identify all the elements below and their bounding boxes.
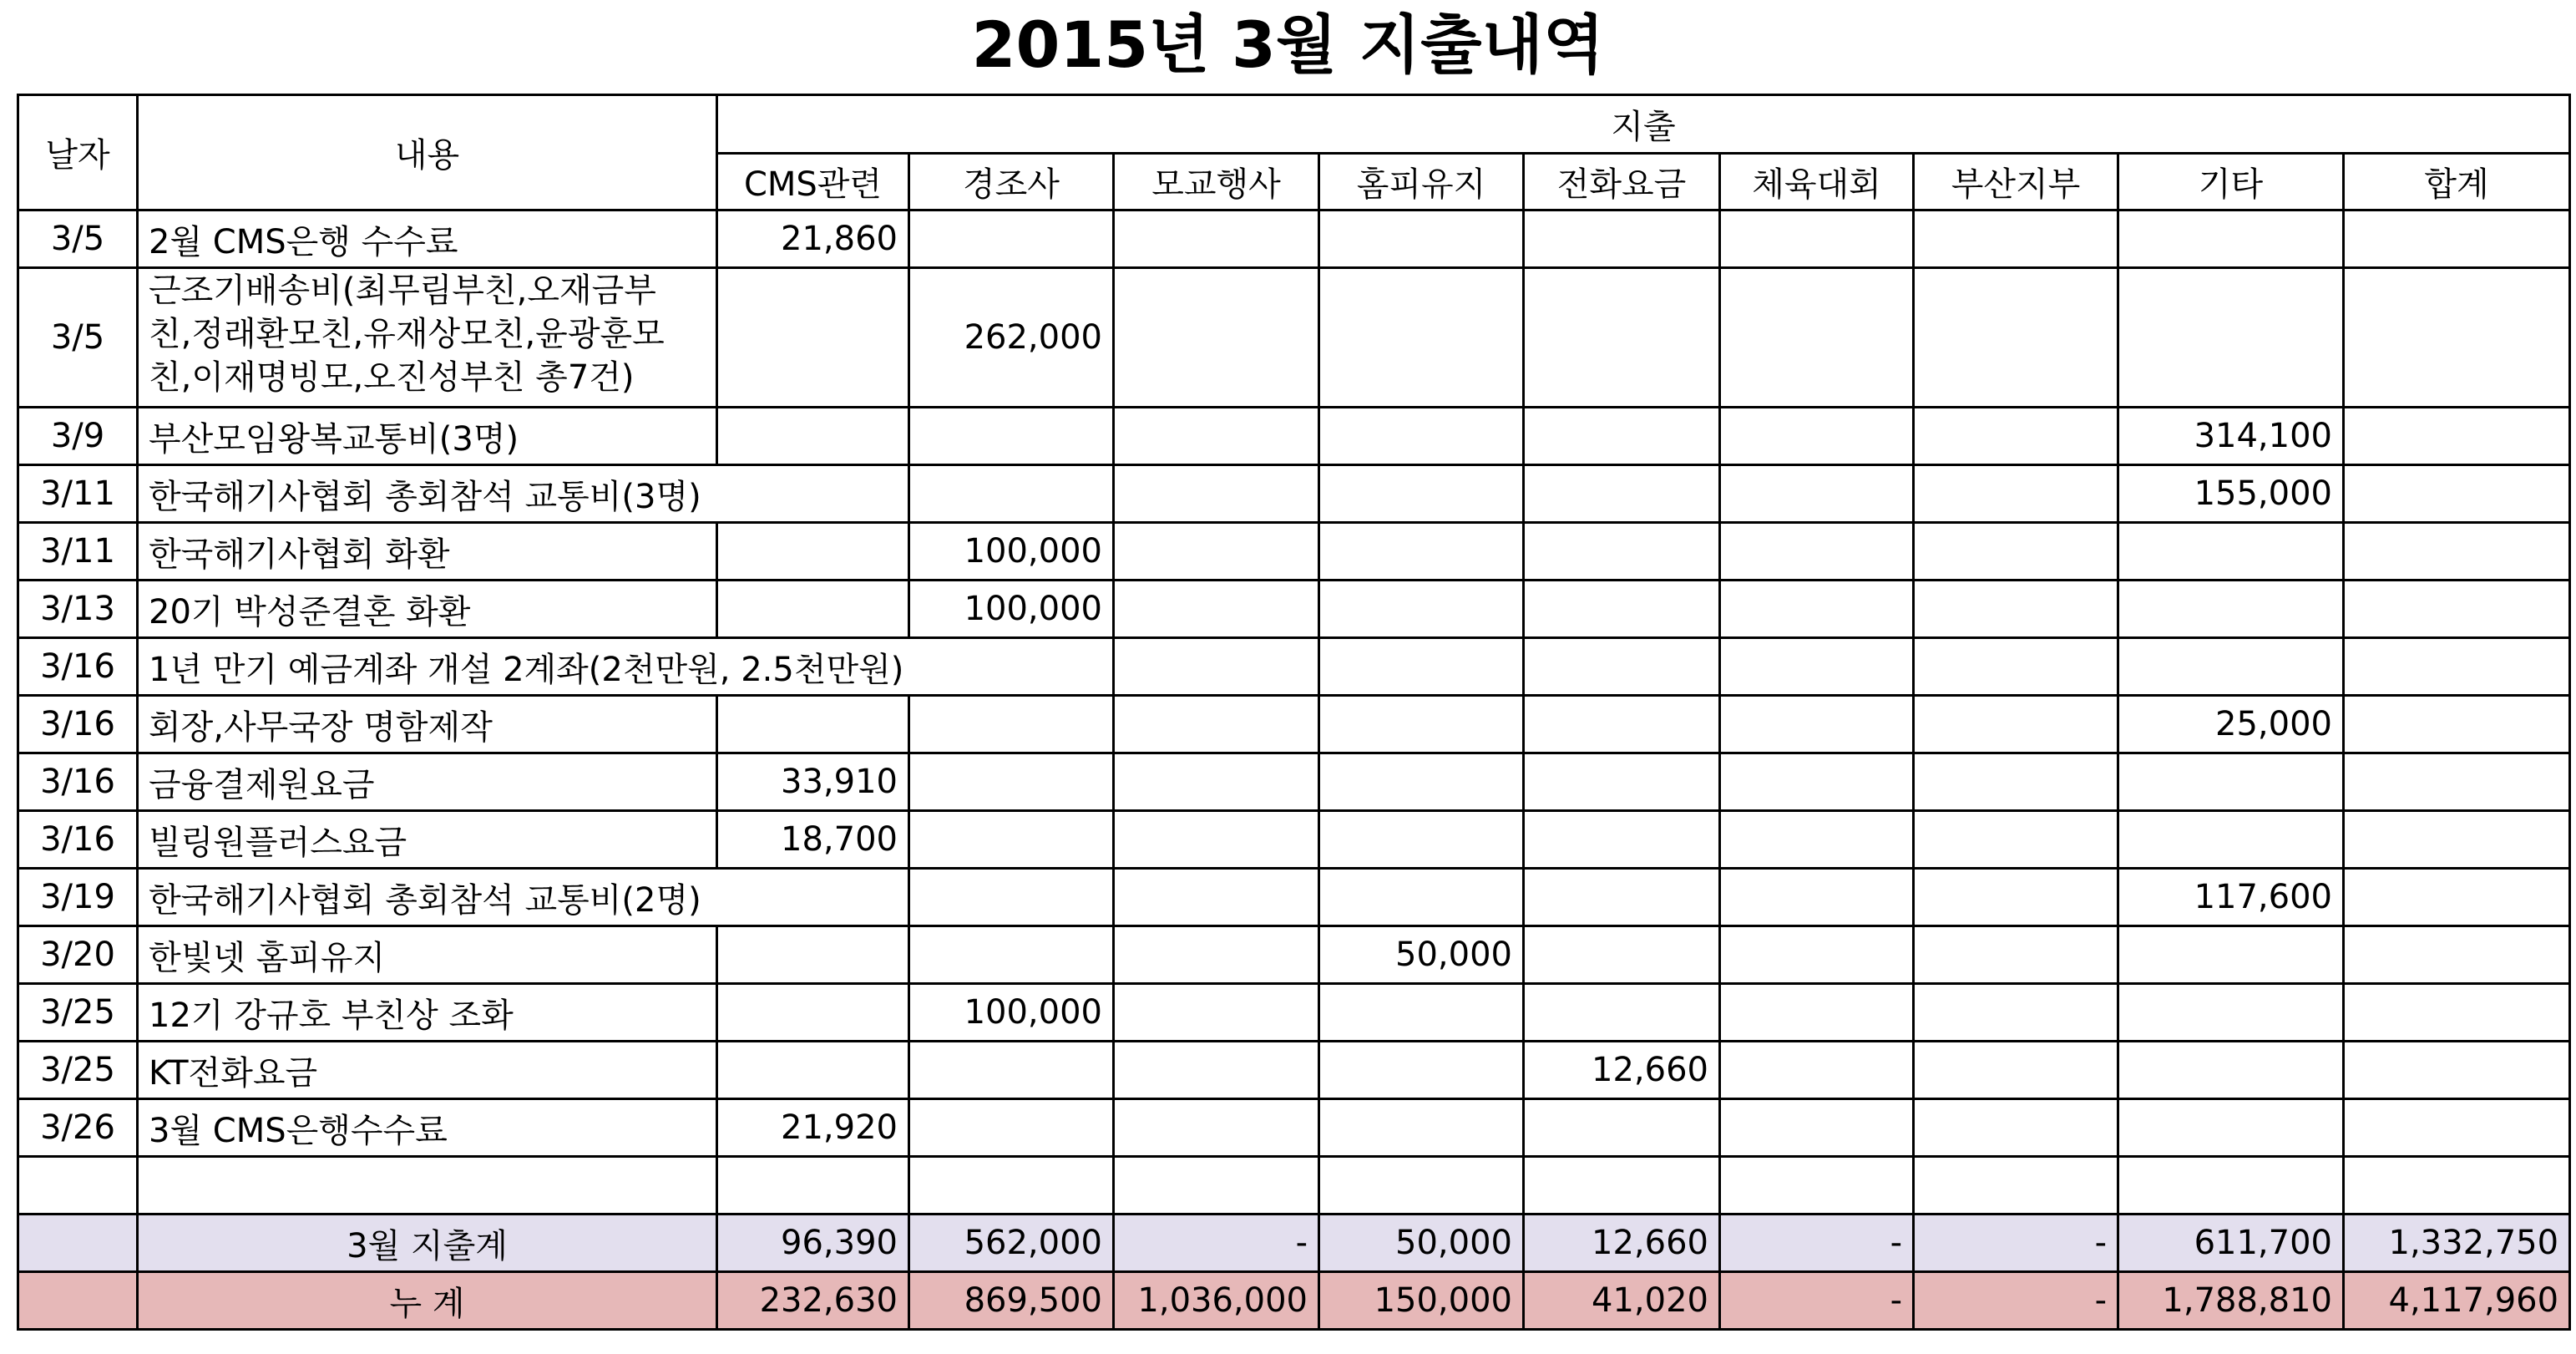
cum-phone: 41,020 <box>1524 1272 1720 1330</box>
cell-empty <box>1319 1157 1524 1215</box>
cell-hompi <box>1319 1042 1524 1099</box>
cell-date: 3/5 <box>18 210 138 268</box>
cell-etc <box>2118 926 2344 984</box>
cell-sports <box>1720 268 1914 408</box>
cell-total <box>2344 869 2570 926</box>
cell-cms <box>717 408 909 465</box>
cell-busan <box>1914 984 2118 1042</box>
table-row <box>18 408 2570 465</box>
cell-etc <box>2118 210 2344 268</box>
cell-phone <box>1524 210 1720 268</box>
cell-date: 3/25 <box>18 984 138 1042</box>
sum-gyeongjo: 562,000 <box>909 1215 1114 1272</box>
cum-busan: - <box>1914 1272 2118 1330</box>
cell-sports <box>1720 210 1914 268</box>
cell-empty <box>2118 1157 2344 1215</box>
cell-cms: 21,860 <box>717 210 909 268</box>
cell-gyeongjo: 100,000 <box>909 581 1114 638</box>
header-expense-group: 지출 <box>717 95 2570 154</box>
cell-hompi <box>1319 696 1524 753</box>
cell-phone <box>1524 581 1720 638</box>
cell-desc: 부산모임왕복교통비(3명) <box>138 408 717 465</box>
cell-cms <box>717 581 909 638</box>
cell-desc: 한국해기사협회 총회참석 교통비(3명) <box>138 465 909 523</box>
cell-date: 3/16 <box>18 638 138 696</box>
cell-desc <box>138 268 717 408</box>
cell-mogyo <box>1114 268 1319 408</box>
cell-etc <box>2118 581 2344 638</box>
cell-busan <box>1914 638 2118 696</box>
cell-empty <box>1114 1157 1319 1215</box>
cell-hompi <box>1319 581 1524 638</box>
cell-phone <box>1524 465 1720 523</box>
cell-phone <box>1524 984 1720 1042</box>
header-total: 합계 <box>2344 154 2570 210</box>
cell-total <box>2344 268 2570 408</box>
cell-etc: 25,000 <box>2118 696 2344 753</box>
cell-empty <box>1720 1157 1914 1215</box>
cell-date: 3/16 <box>18 753 138 811</box>
table-row <box>18 696 2570 753</box>
cell-phone <box>1524 638 1720 696</box>
header-phone: 전화요금 <box>1524 154 1720 210</box>
sum-phone: 12,660 <box>1524 1215 1720 1272</box>
cell-cms <box>717 1042 909 1099</box>
cell-desc: 1년 만기 예금계좌 개설 2계좌(2천만원, 2.5천만원) <box>138 638 1114 696</box>
cell-phone <box>1524 268 1720 408</box>
table-row <box>18 753 2570 811</box>
cell-etc <box>2118 984 2344 1042</box>
cell-hompi <box>1319 869 1524 926</box>
cell-date: 3/5 <box>18 268 138 408</box>
cell-hompi <box>1319 465 1524 523</box>
table-row <box>18 581 2570 638</box>
cell-busan <box>1914 869 2118 926</box>
cell-busan <box>1914 696 2118 753</box>
cell-busan <box>1914 523 2118 581</box>
cell-etc: 155,000 <box>2118 465 2344 523</box>
cell-busan <box>1914 268 2118 408</box>
cell-empty <box>1524 1157 1720 1215</box>
cell-mogyo <box>1114 210 1319 268</box>
cell-total <box>2344 408 2570 465</box>
cell-sports <box>1720 984 1914 1042</box>
cell-hompi <box>1319 753 1524 811</box>
cell-total <box>2344 210 2570 268</box>
cell-gyeongjo <box>909 753 1114 811</box>
cell-phone <box>1524 408 1720 465</box>
cell-total <box>2344 753 2570 811</box>
page-title: 2015년 3월 지출내역 <box>971 8 1605 82</box>
cell-etc <box>2118 753 2344 811</box>
cell-mogyo <box>1114 753 1319 811</box>
cell-empty <box>2344 1157 2570 1215</box>
cell-desc: 2월 CMS은행 수수료 <box>138 210 717 268</box>
cum-hompi: 150,000 <box>1319 1272 1524 1330</box>
cell-mogyo <box>1114 984 1319 1042</box>
cell-cms: 18,700 <box>717 811 909 869</box>
cell-total <box>2344 811 2570 869</box>
cell-phone: 12,660 <box>1524 1042 1720 1099</box>
cell-mogyo <box>1114 408 1319 465</box>
cell-busan <box>1914 581 2118 638</box>
table-row <box>18 1042 2570 1099</box>
cell-hompi <box>1319 984 1524 1042</box>
cell-etc <box>2118 811 2344 869</box>
sum-sports: - <box>1720 1215 1914 1272</box>
cell-phone <box>1524 523 1720 581</box>
header-hompi: 홈피유지 <box>1319 154 1524 210</box>
cell-mogyo <box>1114 926 1319 984</box>
cell-sports <box>1720 926 1914 984</box>
sum-total: 1,332,750 <box>2344 1215 2570 1272</box>
cell-busan <box>1914 1042 2118 1099</box>
cell-hompi <box>1319 1099 1524 1157</box>
sum-mogyo: - <box>1114 1215 1319 1272</box>
cell-sports <box>1720 581 1914 638</box>
cum-gyeongjo: 869,500 <box>909 1272 1114 1330</box>
table-row-empty <box>18 1157 2570 1215</box>
cell-date: 3/13 <box>18 581 138 638</box>
table-row <box>18 523 2570 581</box>
cell-hompi <box>1319 523 1524 581</box>
sum-etc: 611,700 <box>2118 1215 2344 1272</box>
cell-mogyo <box>1114 811 1319 869</box>
cell-desc: 회장,사무국장 명함제작 <box>138 696 717 753</box>
cell-cms <box>717 268 909 408</box>
cell-etc: 314,100 <box>2118 408 2344 465</box>
cell-phone <box>1524 926 1720 984</box>
desc-line: 친,정래환모친,유재상모친,윤광훈모 <box>149 315 665 353</box>
cell-mogyo <box>1114 465 1319 523</box>
cell-busan <box>1914 926 2118 984</box>
sum-busan: - <box>1914 1215 2118 1272</box>
cell-total <box>2344 523 2570 581</box>
cell-date: 3/9 <box>18 408 138 465</box>
header-gyeongjo: 경조사 <box>909 154 1114 210</box>
cell-date: 3/20 <box>18 926 138 984</box>
table-row <box>18 811 2570 869</box>
cell-gyeongjo: 262,000 <box>909 268 1114 408</box>
cell-etc <box>2118 523 2344 581</box>
cell-cms: 21,920 <box>717 1099 909 1157</box>
cell-hompi <box>1319 210 1524 268</box>
cell-sports <box>1720 811 1914 869</box>
cell-sports <box>1720 408 1914 465</box>
cell-empty <box>138 1157 717 1215</box>
cell-mogyo <box>1114 581 1319 638</box>
desc-line: 근조기배송비(최무림부친,오재금부 <box>149 271 656 310</box>
cell-gyeongjo <box>909 1042 1114 1099</box>
cell-gyeongjo <box>909 811 1114 869</box>
cell-desc: 3월 CMS은행수수료 <box>138 1099 717 1157</box>
cell-busan <box>1914 465 2118 523</box>
cell-mogyo <box>1114 1099 1319 1157</box>
header-sports: 체육대회 <box>1720 154 1914 210</box>
table-row <box>18 638 2570 696</box>
cell-hompi <box>1319 408 1524 465</box>
cell-busan <box>1914 210 2118 268</box>
cell-etc <box>2118 638 2344 696</box>
cell-total <box>2344 1099 2570 1157</box>
cell-sports <box>1720 465 1914 523</box>
cell-phone <box>1524 1099 1720 1157</box>
cell-date: 3/25 <box>18 1042 138 1099</box>
table-row <box>18 268 2570 408</box>
cum-mogyo: 1,036,000 <box>1114 1272 1319 1330</box>
cell-desc: 20기 박성준결혼 화환 <box>138 581 717 638</box>
expense-table <box>17 94 2571 1331</box>
cell-gyeongjo <box>909 1099 1114 1157</box>
cell-total <box>2344 638 2570 696</box>
cell-mogyo <box>1114 696 1319 753</box>
cell-etc: 117,600 <box>2118 869 2344 926</box>
cell-date: 3/19 <box>18 869 138 926</box>
cell-cms: 33,910 <box>717 753 909 811</box>
cell-empty <box>18 1272 138 1330</box>
cell-date: 3/26 <box>18 1099 138 1157</box>
table-row <box>18 1099 2570 1157</box>
cell-gyeongjo <box>909 408 1114 465</box>
sum-hompi: 50,000 <box>1319 1215 1524 1272</box>
header-busan: 부산지부 <box>1914 154 2118 210</box>
cell-etc <box>2118 268 2344 408</box>
header-mogyo: 모교행사 <box>1114 154 1319 210</box>
cell-sports <box>1720 1042 1914 1099</box>
cell-phone <box>1524 869 1720 926</box>
cum-etc: 1,788,810 <box>2118 1272 2344 1330</box>
header-desc: 내용 <box>138 95 717 210</box>
cell-total <box>2344 465 2570 523</box>
cell-date: 3/16 <box>18 811 138 869</box>
table-row <box>18 926 2570 984</box>
cell-cms <box>717 696 909 753</box>
cell-busan <box>1914 811 2118 869</box>
cell-desc: 12기 강규호 부친상 조화 <box>138 984 717 1042</box>
cumulative-total-label: 누 계 <box>138 1272 717 1330</box>
cell-hompi: 50,000 <box>1319 926 1524 984</box>
cell-date: 3/11 <box>18 465 138 523</box>
cell-busan <box>1914 1099 2118 1157</box>
cell-mogyo <box>1114 638 1319 696</box>
cell-date: 3/16 <box>18 696 138 753</box>
cell-empty <box>909 1157 1114 1215</box>
cell-empty <box>717 1157 909 1215</box>
cell-gyeongjo: 100,000 <box>909 523 1114 581</box>
table-row <box>18 465 2570 523</box>
cell-empty <box>18 1157 138 1215</box>
cell-gyeongjo: 100,000 <box>909 984 1114 1042</box>
cell-busan <box>1914 408 2118 465</box>
cell-sports <box>1720 638 1914 696</box>
cell-busan <box>1914 753 2118 811</box>
cell-desc: 한국해기사협회 화환 <box>138 523 717 581</box>
header-cms: CMS관련 <box>717 154 909 210</box>
cell-empty <box>18 1215 138 1272</box>
cum-sports: - <box>1720 1272 1914 1330</box>
cell-hompi <box>1319 811 1524 869</box>
cell-phone <box>1524 753 1720 811</box>
cumulative-total-row <box>18 1272 2570 1330</box>
table-row <box>18 210 2570 268</box>
cell-phone <box>1524 811 1720 869</box>
cell-total <box>2344 1042 2570 1099</box>
cell-empty <box>1914 1157 2118 1215</box>
cum-cms: 232,630 <box>717 1272 909 1330</box>
cell-sports <box>1720 753 1914 811</box>
cell-phone <box>1524 696 1720 753</box>
cell-total <box>2344 984 2570 1042</box>
cell-etc <box>2118 1042 2344 1099</box>
cell-desc: 빌링원플러스요금 <box>138 811 717 869</box>
cell-cms <box>717 984 909 1042</box>
header-date: 날자 <box>18 95 138 210</box>
cell-mogyo <box>1114 1042 1319 1099</box>
monthly-total-row <box>18 1215 2570 1272</box>
cell-sports <box>1720 869 1914 926</box>
cell-total <box>2344 696 2570 753</box>
cell-gyeongjo <box>909 926 1114 984</box>
cell-date: 3/11 <box>18 523 138 581</box>
sum-cms: 96,390 <box>717 1215 909 1272</box>
cell-gyeongjo <box>909 869 1114 926</box>
cell-desc: 한국해기사협회 총회참석 교통비(2명) <box>138 869 909 926</box>
cell-hompi <box>1319 268 1524 408</box>
cell-desc: 한빛넷 홈피유지 <box>138 926 717 984</box>
table-row <box>18 869 2570 926</box>
cell-desc: KT전화요금 <box>138 1042 717 1099</box>
cell-cms <box>717 926 909 984</box>
cell-gyeongjo <box>909 696 1114 753</box>
cell-sports <box>1720 1099 1914 1157</box>
cell-mogyo <box>1114 523 1319 581</box>
desc-line: 친,이재명빙모,오진성부친 총7건) <box>149 358 635 397</box>
cell-sports <box>1720 523 1914 581</box>
monthly-total-label: 3월 지출계 <box>138 1215 717 1272</box>
cell-gyeongjo <box>909 210 1114 268</box>
cell-cms <box>717 523 909 581</box>
cell-total <box>2344 926 2570 984</box>
cell-gyeongjo <box>909 465 1114 523</box>
cell-hompi <box>1319 638 1524 696</box>
cell-mogyo <box>1114 869 1319 926</box>
cell-desc: 금융결제원요금 <box>138 753 717 811</box>
cum-total: 4,117,960 <box>2344 1272 2570 1330</box>
cell-etc <box>2118 1099 2344 1157</box>
cell-total <box>2344 581 2570 638</box>
header-etc: 기타 <box>2118 154 2344 210</box>
cell-sports <box>1720 696 1914 753</box>
table-row <box>18 984 2570 1042</box>
